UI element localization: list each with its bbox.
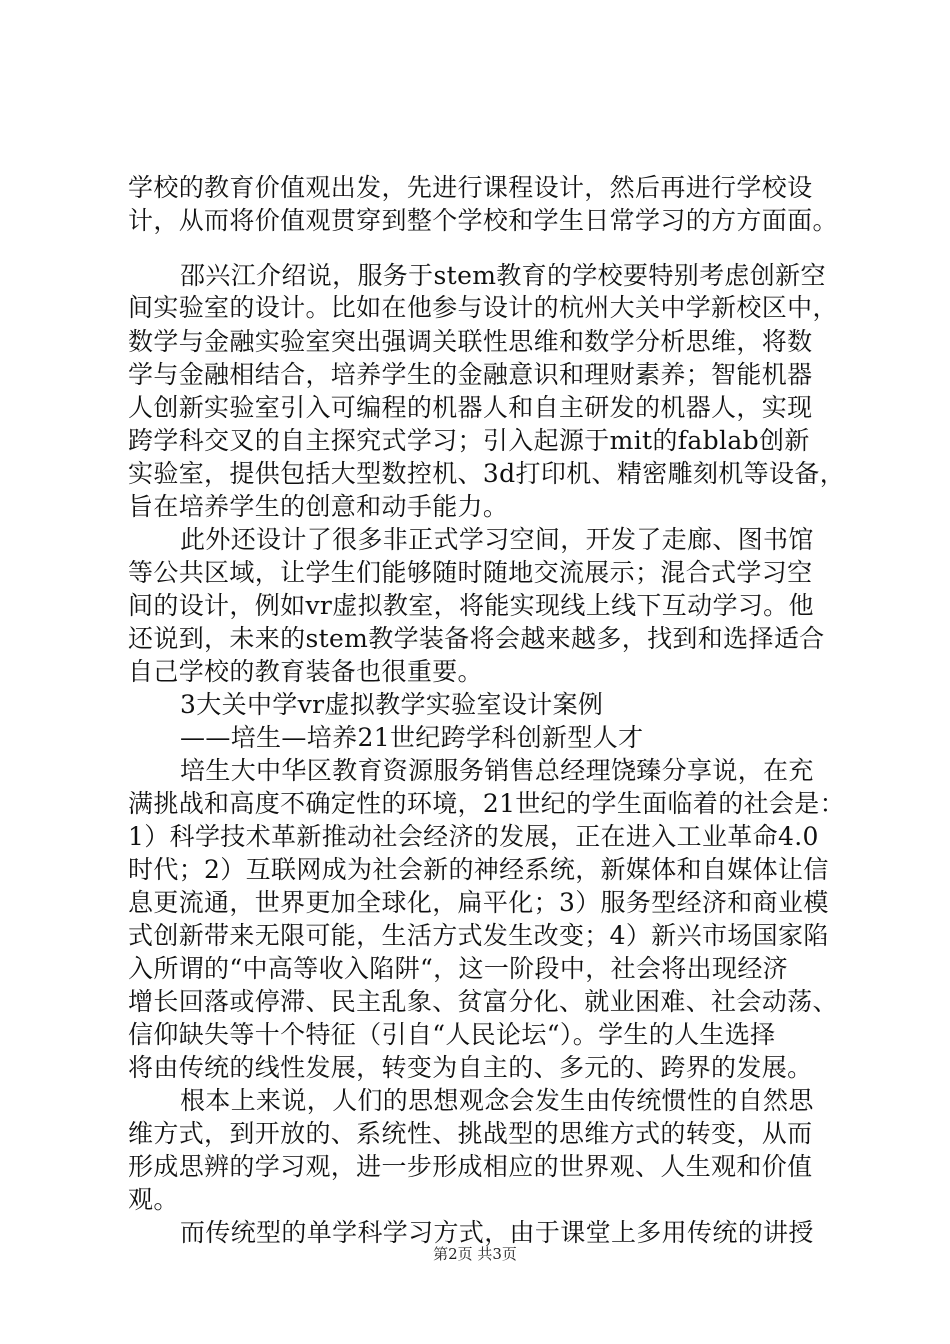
body-text-line: 邵兴江介绍说，服务于stem教育的学校要特别考虑创新空 (180, 261, 826, 290)
body-text-line: 时代；2）互联网成为社会新的神经系统，新媒体和自媒体让信 (128, 855, 829, 884)
body-text-line: 间实验室的设计。比如在他参与设计的杭州大关中学新校区中， (128, 293, 838, 322)
body-text-line: 形成思辨的学习观，进一步形成相应的世界观、人生观和价值 (128, 1152, 813, 1181)
body-text-line: 自己学校的教育装备也很重要。 (128, 657, 483, 686)
body-text-line: 等公共区域，让学生们能够随时随地交流展示；混合式学习空 (128, 558, 813, 587)
body-text-line: 数学与金融实验室突出强调关联性思维和数学分析思维，将数 (128, 327, 813, 356)
body-text-line: 而传统型的单学科学习方式，由于课堂上多用传统的讲授 (180, 1218, 814, 1247)
body-text-line: 将由传统的线性发展，转变为自主的、多元的、跨界的发展。 (128, 1053, 813, 1082)
body-text-line: 此外还设计了很多非正式学习空间，开发了走廊、图书馆 (180, 525, 814, 554)
body-text-line: 学校的教育价值观出发，先进行课程设计，然后再进行学校设 (128, 173, 813, 202)
body-text-line: 培生大中华区教育资源服务销售总经理饶臻分享说，在充 (180, 756, 814, 785)
body-text-line: 间的设计，例如vr虚拟教室，将能实现线上线下互动学习。他 (128, 591, 814, 620)
body-text-line: 维方式，到开放的、系统性、挑战型的思维方式的转变，从而 (128, 1119, 813, 1148)
body-text-line: 满挑战和高度不确定性的环境，21世纪的学生面临着的社会是： (128, 789, 845, 818)
body-text-line: 人创新实验室引入可编程的机器人和自主研发的机器人，实现 (128, 393, 813, 422)
body-text-line: 学与金融相结合，培养学生的金融意识和理财素养；智能机器 (128, 360, 813, 389)
body-text-line: 入所谓的“中高等收入陷阱“，这一阶段中，社会将出现经济 (128, 954, 789, 983)
section-subheading: ——培生—培养21世纪跨学科创新型人才 (180, 723, 644, 752)
body-text-line: 式创新带来无限可能，生活方式发生改变；4）新兴市场国家陷 (128, 921, 829, 950)
body-text-line: 实验室，提供包括大型数控机、3d打印机、精密雕刻机等设备， (128, 459, 846, 488)
body-text-line: 跨学科交叉的自主探究式学习；引入起源于mit的fablab创新 (128, 426, 810, 455)
body-text-line: 观。 (128, 1185, 179, 1214)
body-text-line: 息更流通，世界更加全球化，扁平化；3）服务型经济和商业模 (128, 888, 829, 917)
section-heading: 3大关中学vr虚拟教学实验室设计案例 (180, 690, 604, 719)
page-number-footer: 第2页 共3页 (433, 1245, 517, 1263)
body-text-line: 信仰缺失等十个特征（引自“人民论坛“）。学生的人生选择 (128, 1020, 776, 1049)
body-text-line: 旨在培养学生的创意和动手能力。 (128, 492, 509, 521)
body-text-line: 还说到，未来的stem教学装备将会越来越多，找到和选择适合 (128, 624, 825, 653)
body-text-line: 增长回落或停滞、民主乱象、贫富分化、就业困难、社会动荡、 (128, 987, 838, 1016)
body-text-line: 计，从而将价值观贯穿到整个学校和学生日常学习的方方面面。 (128, 206, 838, 235)
body-text-line: 根本上来说，人们的思想观念会发生由传统惯性的自然思 (180, 1086, 814, 1115)
body-text-line: 1）科学技术革新推动社会经济的发展，正在进入工业革命4.0 (128, 822, 819, 851)
